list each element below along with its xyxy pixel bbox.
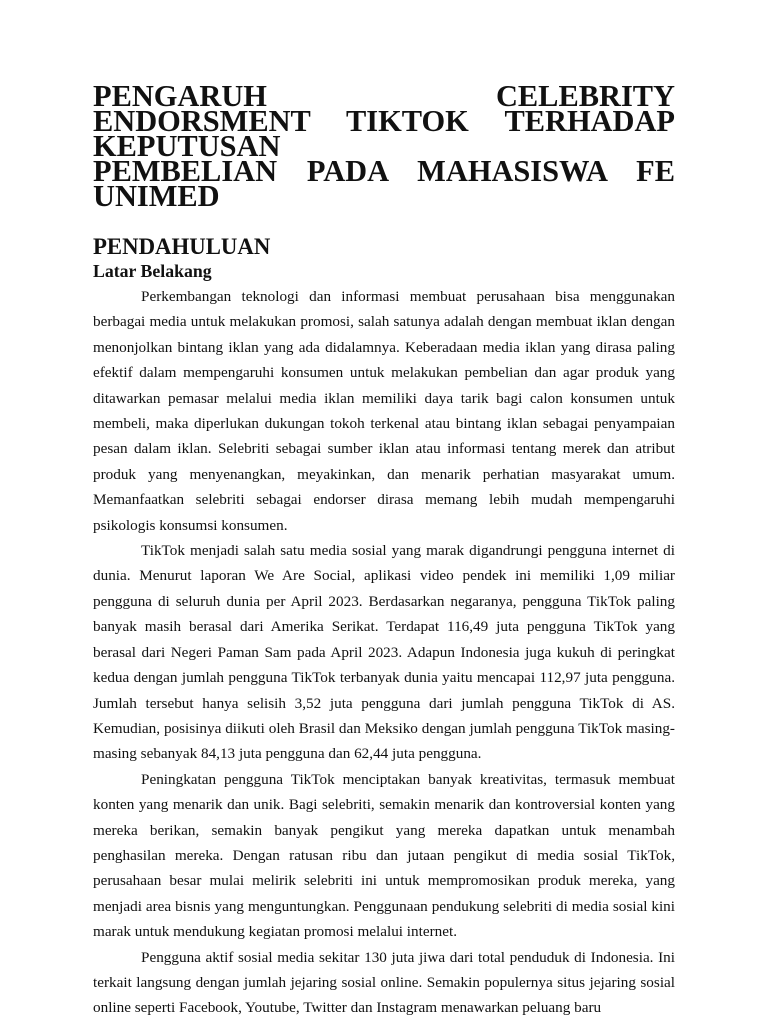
paragraph-2: TikTok menjadi salah satu media sosial yang marak digandrungi pengguna internet di dunia. Menurut laporan We Are Social, aplikasi video pendek ini memiliki 1,09 miliar pengguna di seluruh dunia per April 2023. Berdasarkan negaranya, pengguna TikTok paling banyak masih berasal dari Amerika Serikat. Terdapat 116,49 juta pengguna TikTok yang berasal dari Negeri Paman Sam pada April 2023. Adapun Indonesia juga kukuh di peringkat kedua dengan jumlah pengguna TikTok terbanyak dunia yaitu mencapai 112,97 juta pengguna. Jumlah tersebut hanya selisih 3,52 juta pengguna dari jumlah pengguna TikTok di AS. Kemudian, posisinya diikuti oleh Brasil dan Meksiko dengan jumlah pengguna TikTok masing-masing sebanyak 84,13 juta pengguna dan 62,44 juta pengguna. [93, 542, 675, 763]
document-page [93, 79, 675, 1021]
paragraph-3: Peningkatan pengguna TikTok menciptakan banyak kreativitas, termasuk membuat konten yang menarik dan unik. Bagi selebriti, semakin menarik dan kontroversial konten yang mereka berikan, semakin banyak pengikut yang mereka dapatkan untuk menambah penghasilan mereka. Dengan ratusan ribu dan jutaan pengikut di media sosial TikTok, perusahaan besar mulai melirik selebriti ini untuk mempromosikan produk mereka, yang menjadi area bisnis yang menguntungkan. Penggunaan pendukung selebriti di media sosial kini marak untuk mendukung kegiatan promosi melalui internet. [93, 770, 675, 941]
sub-heading: Latar Belakang [93, 261, 212, 281]
paragraph-1: Perkembangan teknologi dan informasi membuat perusahaan bisa menggunakan berbagai media untuk melakukan promosi, salah satunya adalah dengan membuat iklan dengan menonjolkan bintang iklan yang ada didalamnya. Keberadaan media iklan yang dirasa paling efektif dalam mempengaruhi konsumen untuk melakukan pembelian dan agar produk yang ditawarkan pemasar melalui media iklan memiliki daya tarik bagi calon konsumen untuk membeli, maka diperlukan dukungan tokoh terkenal atau bintang iklan sebagai penyampaian pesan dalam iklan. Selebriti sebagai sumber iklan atau informasi tentang merek dan atribut produk yang menyenangkan, meyakinkan, dan menarik perhatian masyarakat umum. Memanfaatkan selebriti sebagai endorser dirasa memang lebih mudah mempengaruhi psikologis konsumsi konsumen. [93, 288, 675, 534]
title-line-1: PENGARUH CELEBRITY ENDORSMENT TIKTOK TERHADAP KEPUTUSAN [93, 79, 675, 163]
paragraph-4: Pengguna aktif sosial media sekitar 130 juta jiwa dari total penduduk di Indonesia. Ini terkait langsung dengan jumlah jejaring sosial online. Semakin populernya situs jejaring sosial online seperti Facebook, Youtube, Twitter dan Instagram menawarkan peluang baru [93, 948, 675, 1017]
document-title [93, 79, 675, 213]
section-heading: PENDAHULUAN [93, 234, 271, 259]
title-line-2: PEMBELIAN PADA MAHASISWA FE UNIMED [93, 154, 675, 213]
